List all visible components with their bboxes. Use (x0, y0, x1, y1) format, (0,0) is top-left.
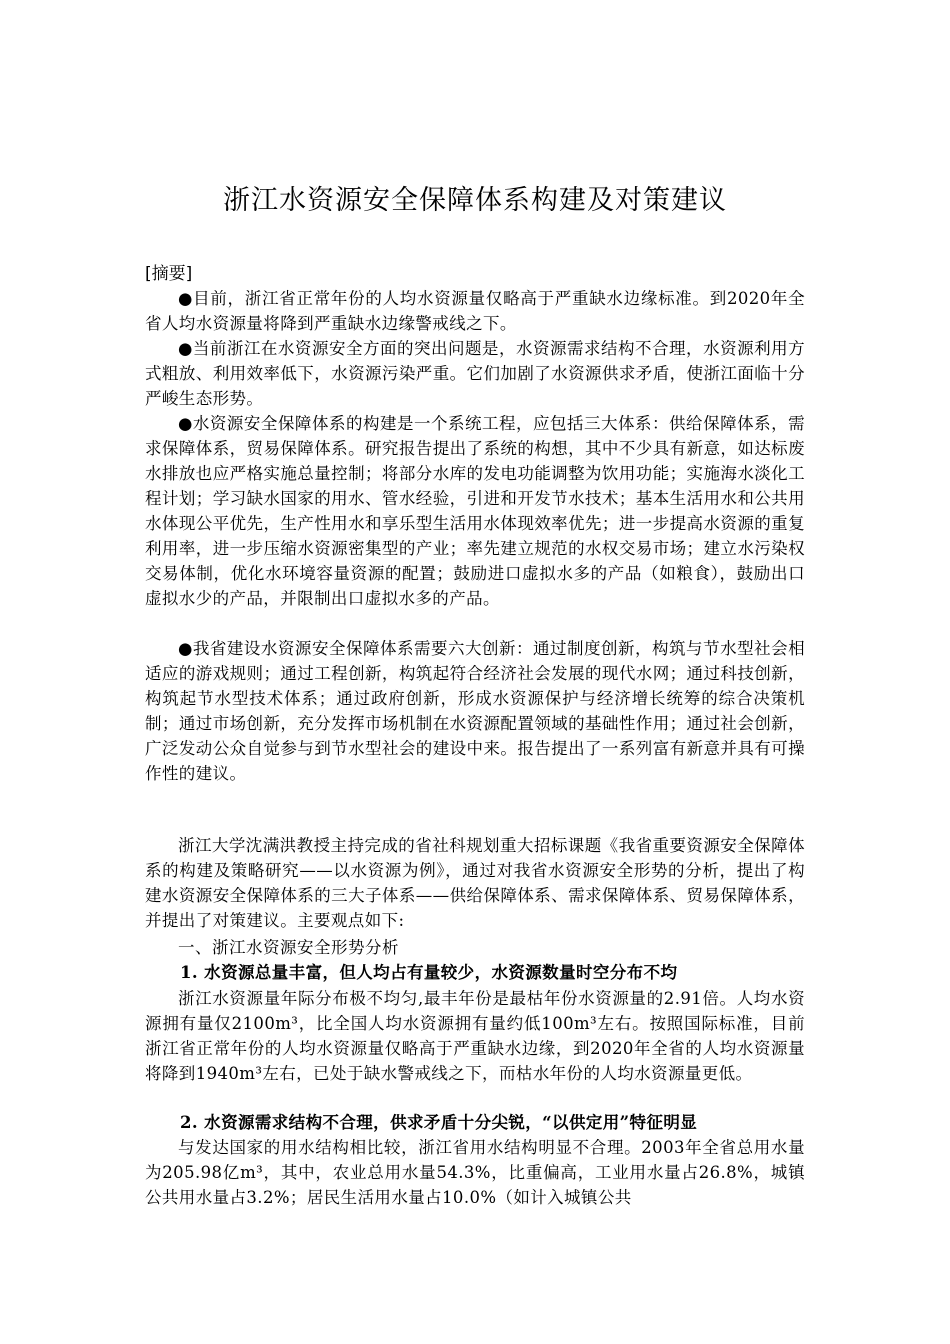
abstract-label: [摘要] (145, 264, 193, 284)
subsection-heading-1: 1. 水资源总量丰富，但人均占有量较少，水资源数量时空分布不均 (180, 963, 678, 982)
abstract-paragraph-1: ●目前，浙江省正常年份的人均水资源量仅略高于严重缺水边缘标准。到2020年全省人均水资源量将降到严重缺水边缘警戒线之下。 (145, 289, 805, 333)
subsection-paragraph-1: 浙江水资源量年际分布极不均匀,最丰年份是最枯年份水资源量的2.91倍。人均水资源拥有量仅2100m³，比全国人均水资源拥有量约低100m³左右。按照国际标准，目前浙江省正常年份的人均水资源量仅略高于严重缺水边缘，到2020年全省的人均水资源量将降到1940m³左右，已处于缺水警戒线之下，而枯水年份的人均水资源量更低。 (145, 989, 805, 1083)
document-title: 浙江水资源安全保障体系构建及对策建议 (223, 185, 727, 216)
subsection-heading-2: 2. 水资源需求结构不合理，供求矛盾十分尖锐，“以供定用”特征明显 (180, 1113, 698, 1132)
abstract-paragraph-4: ●我省建设水资源安全保障体系需要六大创新：通过制度创新，构筑与节水型社会相适应的游戏规则；通过工程创新，构筑起符合经济社会发展的现代水网；通过科技创新，构筑起节水型技术体系；通过政府创新，形成水资源保护与经济增长统筹的综合决策机制；通过市场创新，充分发挥市场机制在水资源配置领域的基础性作用；通过社会创新，广泛发动公众自觉参与到节水型社会的建设中来。报告提出了一系列富有新意并具有可操作性的建议。 (145, 639, 805, 783)
section-heading-1: 一、浙江水资源安全形势分析 (178, 938, 399, 957)
abstract-paragraph-2: ●当前浙江在水资源安全方面的突出问题是，水资源需求结构不合理，水资源利用方式粗放、利用效率低下，水资源污染严重。它们加剧了水资源供求矛盾，使浙江面临十分严峻生态形势。 (145, 339, 805, 408)
subsection-paragraph-2: 与发达国家的用水结构相比较，浙江省用水结构明显不合理。2003年全省总用水量为205.98亿m³，其中，农业总用水量54.3%，比重偏高，工业用水量占26.8%，城镇公共用水量占3.2%；居民生活用水量占10.0%（如计入城镇公共 (145, 1138, 805, 1207)
abstract-paragraph-3: ●水资源安全保障体系的构建是一个系统工程，应包括三大体系：供给保障体系，需求保障体系，贸易保障体系。研究报告提出了系统的构想，其中不少具有新意，如达标废水排放也应严格实施总量控制；将部分水库的发电功能调整为饮用功能；实施海水淡化工程计划；学习缺水国家的用水、管水经验，引进和开发节水技术；基本生活用水和公共用水体现公平优先，生产性用水和享乐型生活用水体现效率优先；进一步提高水资源的重复利用率，进一步压缩水资源密集型的产业；率先建立规范的水权交易市场；建立水污染权交易体制，优化水环境容量资源的配置；鼓励进口虚拟水多的产品（如粮食），鼓励出口虚拟水少的产品，并限制出口虚拟水多的产品。 (145, 414, 805, 608)
intro-paragraph: 浙江大学沈满洪教授主持完成的省社科规划重大招标课题《我省重要资源安全保障体系的构建及策略研究——以水资源为例》，通过对我省水资源安全形势的分析，提出了构建水资源安全保障体系的三大子体系——供给保障体系、需求保障体系、贸易保障体系，并提出了对策建议。主要观点如下: (145, 836, 805, 930)
